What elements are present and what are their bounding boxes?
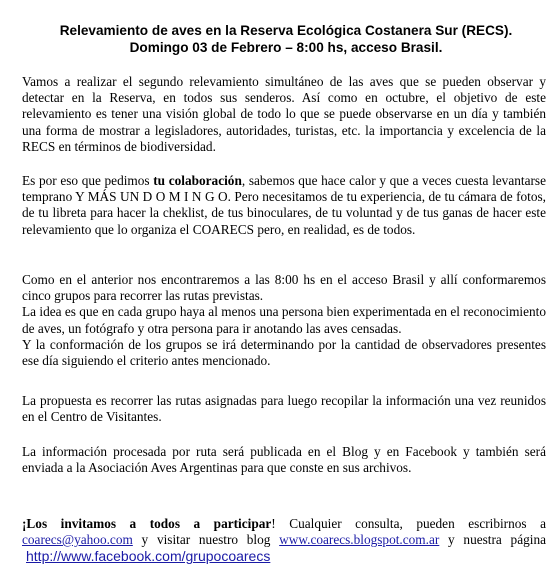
facebook-link[interactable]: http://www.facebook.com/grupocoarecs xyxy=(26,548,271,565)
title-line-2: Domingo 03 de Febrero – 8:00 hs, acceso Brasil. xyxy=(129,40,443,55)
invitation-text: ! Cualquier consulta, pueden escribirnos a xyxy=(271,516,546,531)
blog-intro-text: y visitar nuestro blog xyxy=(132,532,280,548)
paragraph-meeting xyxy=(22,272,546,369)
page-intro-text: y nuestra página xyxy=(439,532,546,548)
meeting-line-2: La idea es que en cada grupo haya al menos una persona bien experimentada en el reconocimiento de aves, un fotógrafo y otra persona para ir anotando las aves censadas. xyxy=(22,304,546,336)
meeting-line-1: Como en el anterior nos encontraremos a las 8:00 hs en el acceso Brasil y allí conformaremos cinco grupos para recorrer las rutas previstas. xyxy=(22,272,546,304)
paragraph-intro: Vamos a realizar el segundo relevamiento simultáneo de las aves que se pueden observar y detectar en la Reserva, en todos sus senderos. Así como en octubre, el objetivo de este relevamiento es tener una visión global de todo lo que se puede observarse en un día y también una forma de mostrar a legisladores, autoridades, turistas, etc. la importancia y excelencia de la RECS en términos de biodiversidad. xyxy=(22,74,546,154)
email-link[interactable]: coarecs@yahoo.com xyxy=(22,532,133,548)
meeting-line-3: Y la conformación de los grupos se irá determinando por la cantidad de observadores presentes ese día siguiendo el criterio antes mencionado. xyxy=(22,336,546,369)
title-line-1: Relevamiento de aves en la Reserva Ecológica Costanera Sur (RECS). xyxy=(59,23,513,38)
blog-link[interactable]: www.coarecs.blogspot.com.ar xyxy=(279,532,440,548)
paragraph-publication: La información procesada por ruta será publicada en el Blog y en Facebook y también será enviada a la Asociación Aves Argentinas para que conste en sus archivos. xyxy=(22,444,546,476)
collab-text-before: Es por eso que pedimos xyxy=(22,173,154,188)
invitation-bold-text: ¡Los invitamos a todos a participar xyxy=(22,516,272,531)
collab-text-after: , sabemos que hace calor y que a veces cuesta levantarse temprano Y MÁS UN D O M I N G O. Pero necesitamos de tu experiencia, de tu cámara de fotos, de tu libreta para hacer la cheklist, de tus binoculares, de tu voluntad y de tus ganas de hacer este relevamiento que lo organiza el COARECS pero, en realidad, es de todos. xyxy=(22,173,546,237)
paragraph-invitation xyxy=(22,516,546,566)
paragraph-collaboration xyxy=(22,173,546,238)
paragraph-proposal: La propuesta es recorrer las rutas asignadas para luego recopilar la información una vez reunidos en el Centro de Visitantes. xyxy=(22,393,546,425)
collab-bold-text: tu colaboración xyxy=(153,173,242,188)
document-title xyxy=(22,0,546,56)
